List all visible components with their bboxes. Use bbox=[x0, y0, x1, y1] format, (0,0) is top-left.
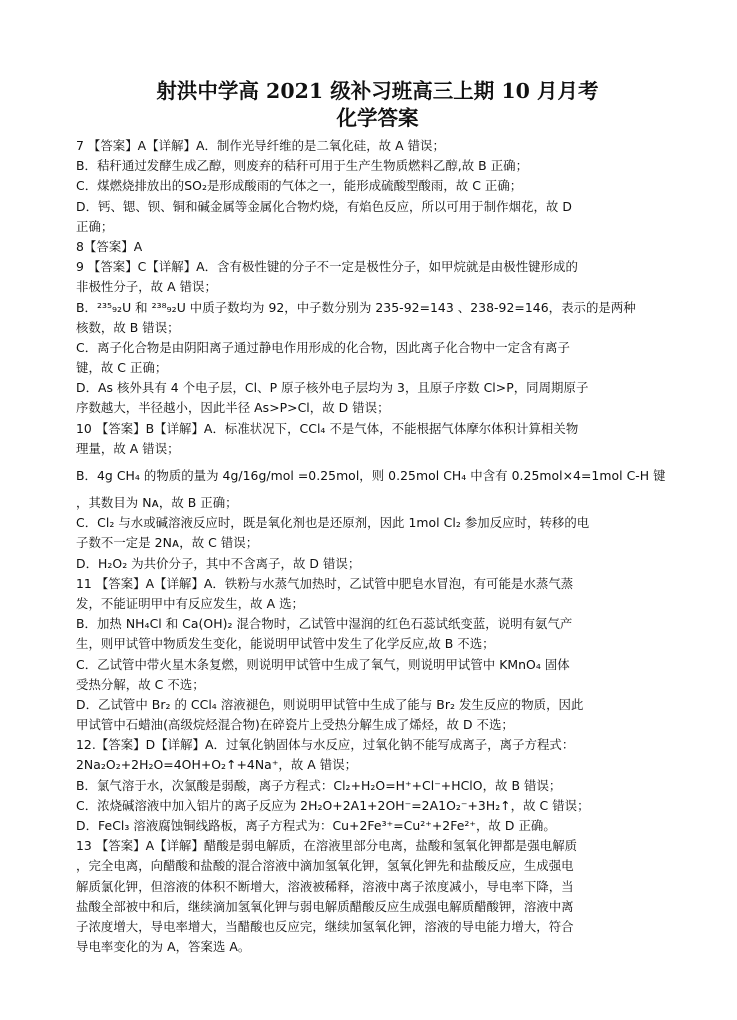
answer-line: B．²³⁵₉₂U 和 ²³⁸₉₂U 中质子数均为 92，中子数分别为 235-92=143 、238-92=146，表示的是两种 bbox=[76, 299, 636, 315]
answer-body bbox=[76, 136, 679, 957]
answer-line: C．离子化合物是由阴阳离子通过静电作用形成的化合物，因此离子化合物中一定含有离子 bbox=[76, 339, 570, 355]
answer-line: B．秸秆通过发酵生成乙醇，则废弃的秸秆可用于生产生物质燃料乙醇,故 B 正确； bbox=[76, 158, 529, 174]
answer-line: 解质氯化钾，但溶液的体积不断增大，溶液被稀释，溶液中离子浓度减小，导电率下降，当 bbox=[76, 878, 574, 894]
answer-line: 盐酸全部被中和后，继续滴加氢氧化钾与弱电解质醋酸反应生成强电解质醋酸钾，溶液中离 bbox=[76, 898, 574, 914]
answer-line: 生，则甲试管中物质发生变化，能说明甲试管中发生了化学反应,故 B 不选； bbox=[76, 636, 495, 652]
answer-line: 10 【答案】B【详解】A．标准状况下，CCl₄ 不是气体，不能根据气体摩尔体积计算相关物 bbox=[76, 420, 579, 436]
answer-line: C．Cl₂ 与水或碱溶液反应时，既是氧化剂也是还原剂，因此 1mol Cl₂ 参加反应时，转移的电 bbox=[76, 515, 590, 531]
answer-line: B．4g CH₄ 的物质的量为 4g/16g/mol =0.25mol，则 0.25mol CH₄ 中含有 0.25mol×4=1mol C-H 键 bbox=[76, 468, 666, 483]
answer-line: ，其数目为 Nᴀ，故 B 正确； bbox=[76, 495, 238, 510]
answer-line: 受热分解，故 C 不选； bbox=[76, 676, 205, 692]
answer-line: ，完全电离，向醋酸和盐酸的混合溶液中滴加氢氧化钾，氢氧化钾先和盐酸反应，生成强电 bbox=[76, 858, 574, 874]
answer-line: D．FeCl₃ 溶液腐蚀铜线路板，离子方程式为：Cu+2Fe³⁺=Cu²⁺+2Fe²⁺，故 D 正确。 bbox=[76, 818, 556, 833]
answer-line: 11 【答案】A【详解】A．铁粉与水蒸气加热时，乙试管中肥皂水冒泡，有可能是水蒸气蒸 bbox=[76, 575, 574, 591]
answer-line: 7 【答案】A【详解】A．制作光导纤维的是二氧化硅，故 A 错误； bbox=[76, 138, 445, 153]
answer-line: D．乙试管中 Br₂ 的 CCl₄ 溶液褪色，则说明甲试管中生成了能与 Br₂ 发生反应的物质，因此 bbox=[76, 696, 584, 712]
answer-line: 12.【答案】D【详解】A．过氧化钠固体与水反应，过氧化钠不能写成离子，离子方程式： bbox=[76, 737, 575, 753]
answer-line: 甲试管中石蜡油(高级烷烃混合物)在碎瓷片上受热分解生成了烯烃，故 D 不选； bbox=[76, 717, 514, 733]
answer-line: 序数越大，半径越小，因此半径 As>P>Cl，故 D 错误； bbox=[76, 400, 390, 416]
answer-line: C．乙试管中带火星木条复燃，则说明甲试管中生成了氧气，则说明甲试管中 KMnO₄ 固体 bbox=[76, 656, 570, 672]
answer-line: D．H₂O₂ 为共价分子，其中不含离子，故 D 错误； bbox=[76, 555, 361, 571]
answer-line: 非极性分子，故 A 错误； bbox=[76, 279, 217, 295]
answer-line: 理量，故 A 错误； bbox=[76, 440, 180, 456]
answer-line: 2Na₂O₂+2H₂O=4OH+O₂↑+4Na⁺，故 A 错误； bbox=[76, 757, 358, 773]
answer-line: 8【答案】A bbox=[76, 238, 143, 254]
answer-line: D．As 核外具有 4 个电子层，Cl、P 原子核外电子层均为 3，且原子序数 Cl>P，同周期原子 bbox=[76, 380, 589, 396]
answer-line: B．氯气溶于水，次氯酸是弱酸，离子方程式：Cl₂+H₂O=H⁺+Cl⁻+HClO，故 B 错误； bbox=[76, 777, 562, 793]
answer-line: 导电率变化的为 A，答案选 A。 bbox=[76, 939, 251, 955]
answer-subtitle: 化学答案 bbox=[336, 106, 419, 130]
answer-line: C．浓烧碱溶液中加入铝片的离子反应为 2H₂O+2A1+2OH⁻=2A1O₂⁻+3H₂↑，故 C 错误； bbox=[76, 797, 590, 813]
answer-line: 正确； bbox=[76, 218, 114, 234]
answer-line: 9 【答案】C【详解】A．含有极性键的分子不一定是极性分子，如甲烷就是由极性键形成的 bbox=[76, 259, 578, 275]
answer-line: D．钙、锶、钡、铜和碱金属等金属化合物灼烧，有焰色反应，所以可用于制作烟花，故 D bbox=[76, 198, 572, 214]
answer-line: 子数不一定是 2Nᴀ，故 C 错误； bbox=[76, 535, 259, 551]
answer-line: 子浓度增大，导电率增大，当醋酸也反应完，继续加氢氧化钾，溶液的导电能力增大，符合 bbox=[76, 918, 574, 934]
answer-line: 13 【答案】A【详解】醋酸是弱电解质，在溶液里部分电离，盐酸和氢氧化钾都是强电解质 bbox=[76, 838, 578, 854]
answer-line: 键，故 C 正确； bbox=[76, 360, 168, 376]
exam-title: 射洪中学高 2021 级补习班高三上期 10 月月考 bbox=[156, 79, 599, 103]
answer-line: C．煤燃烧排放出的SO₂是形成酸雨的气体之一，能形成硫酸型酸雨，故 C 正确； bbox=[76, 178, 523, 194]
answer-line: B．加热 NH₄Cl 和 Ca(OH)₂ 混合物时，乙试管中湿润的红色石蕊试纸变蓝，说明有氨气产 bbox=[76, 616, 573, 632]
answer-line: 核数，故 B 错误； bbox=[76, 319, 180, 335]
answer-line: 发，不能证明甲中有反应发生，故 A 选； bbox=[76, 595, 304, 611]
